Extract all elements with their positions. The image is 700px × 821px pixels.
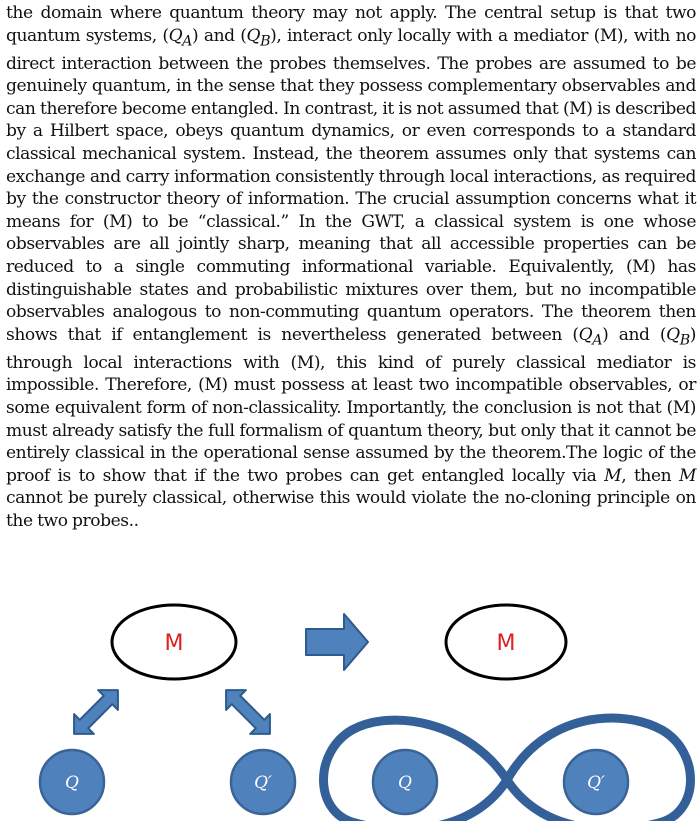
paragraph-text: the domain where quantum theory may not apply. The central setup is that two quantum systems, $(Q_A)$ and $(Q_B)$, interact only locally with a mediator (M), with no direct interaction between the probes themselves. The probes are assumed to be genuinely quantum, in the sense that they possess complementary observables and can therefore become entangled. In contrast, it is not assumed that (M) is described by a Hilbert space, obeys quantum dynamics, or even corresponds to a standard classical mechanical system. Instead, the theorem assumes only that systems can exchange and carry information consistently through local interactions, as required by the constructor theory of information. The crucial assumption concerns what it means for (M) to be “classical.” In the GWT, a classical system is one whose observables are all jointly sharp, meaning that all accessible properties can be reduced to a single commuting informational variable. Equivalently, (M) has distinguishable states and probabilistic mixtures over them, but no incompatible observables analogous to non-commuting quantum operators. The theorem then shows that if entanglement is nevertheless generated between $(Q_A)$ and $(Q_B)$ through local interactions with (M), this kind of purely classical mediator is impossible. Therefore, (M) must possess at least two incompatible observables, or some equivalent form of non-classicality. Importantly, the conclusion is not that (M) must already satisfy the full formalism of quantum theory, but only that it cannot be entirely classical in the operational sense assumed by the theorem.The logic of the proof is to show that if the two probes can get entangled locally via M, then M cannot be purely classical, otherwise this would violate the no-cloning principle on the two probes.. [6, 3, 696, 531]
left-probe-q-label: Q [65, 773, 79, 793]
probe-b-symbol: $Q_B$ [246, 25, 271, 49]
left-mediator-label: M [164, 631, 184, 656]
block-right-arrow-icon [306, 614, 368, 670]
mediator-symbol: M [604, 465, 622, 486]
probe-a-symbol: $Q_A$ [168, 25, 193, 49]
mediator-symbol: M [678, 465, 696, 486]
left-probe-qprime-label: Q′ [254, 773, 272, 793]
entanglement-figure [0, 600, 700, 821]
right-probe-q-label: Q [398, 773, 412, 793]
probe-a-symbol: $Q_A$ [578, 324, 603, 349]
double-headed-arrow-icon [216, 680, 280, 744]
right-mediator-label: M [496, 631, 516, 656]
double-headed-arrow-icon [64, 680, 128, 744]
right-probe-qprime-label: Q′ [587, 773, 605, 793]
probe-b-symbol: $Q_B$ [666, 324, 690, 349]
